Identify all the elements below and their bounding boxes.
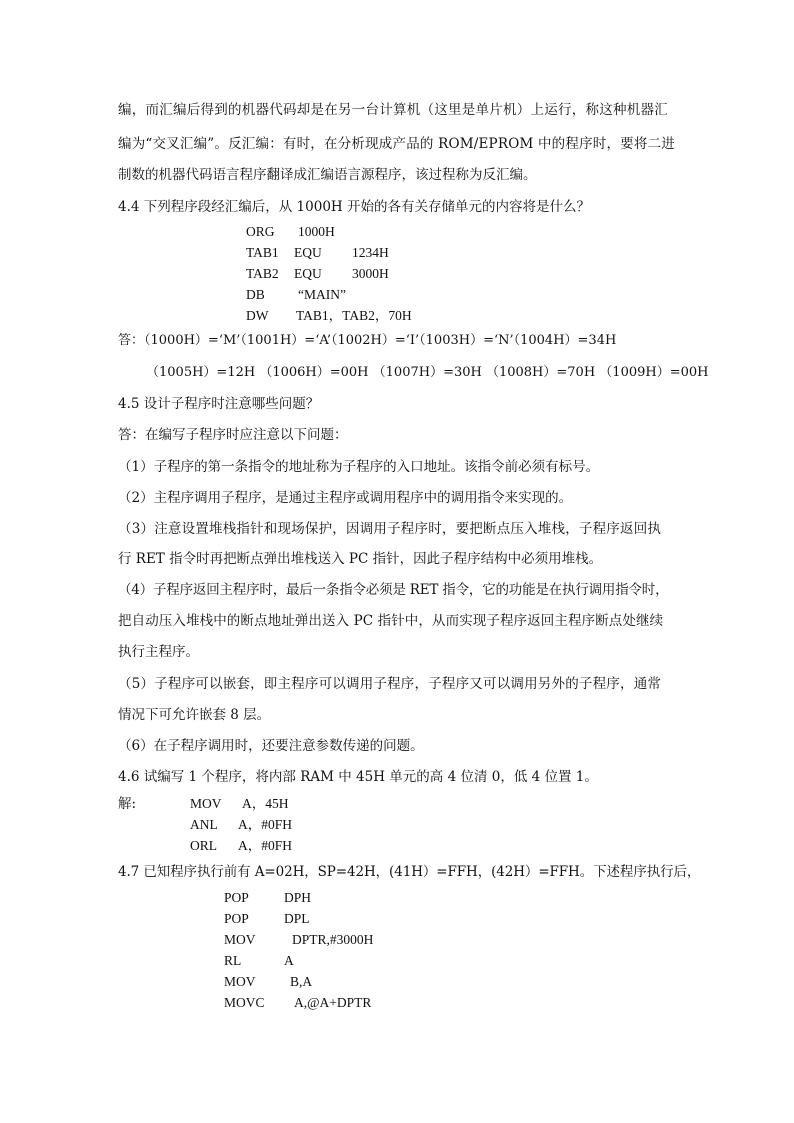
- answer-item: （1）子程序的第一条指令的地址称为子程序的入口地址。该指令前必须有标号。: [118, 459, 600, 475]
- code-line: “MAIN”: [298, 287, 346, 302]
- paragraph-line: 编为“交叉汇编”。反汇编：有时，在分析现成产品的 ROM/EPROM 中的程序时，要将二进: [118, 136, 675, 152]
- code-line: MOVC: [224, 995, 265, 1010]
- answer-item: （5）子程序可以嵌套，即主程序可以调用子程序，子程序又可以调用另外的子程序，通常: [118, 676, 662, 692]
- code-line: A，#0FH: [238, 838, 293, 853]
- question-4-6: 4.6 试编写 1 个程序，将内部 RAM 中 45H 单元的高 4 位清 0，低 4 位置 1。: [118, 769, 598, 785]
- question-4-4: 4.4 下列程序段经汇编后，从 1000H 开始的各有关存储单元的内容将是什么？: [118, 199, 590, 215]
- solution-label: 解:: [118, 796, 137, 812]
- code-line: MOV: [190, 796, 222, 811]
- question-4-7: 4.7 已知程序执行前有 A=02H，SP=42H，(41H）=FFH，(42H）=FFH。下述程序执行后，: [118, 864, 701, 880]
- code-line: DPH: [284, 890, 312, 905]
- code-line: A，45H: [242, 796, 289, 811]
- code-line: DW: [246, 308, 269, 323]
- code-line: RL: [224, 953, 242, 968]
- code-line: POP: [224, 890, 249, 905]
- code-line: 1234H: [352, 245, 389, 260]
- paragraph-line: 制数的机器代码语言程序翻译成汇编语言源程序，该过程称为反汇编。: [118, 167, 537, 183]
- answer-item: （6）在子程序调用时，还要注意参数传递的问题。: [118, 738, 424, 754]
- answer-line: 答：（1000H）=‘M’（1001H）=‘A’（1002H）=‘I’（1003H）=‘N’（1004H）=34H: [118, 333, 617, 348]
- code-line: DB: [246, 287, 265, 302]
- answer-item: （4）子程序返回主程序时，最后一条指令必须是 RET 指令，它的功能是在执行调用指令时，: [118, 582, 669, 598]
- code-line: A，#0FH: [238, 817, 293, 832]
- answer-intro: 答：在编写子程序时应注意以下问题：: [118, 427, 348, 443]
- code-line: 1000H: [298, 224, 335, 239]
- code-line: MOV: [224, 932, 256, 947]
- answer-item: （3）注意设置堆栈指针和现场保护，因调用子程序时，要把断点压入堆栈，子程序返回执: [118, 521, 662, 537]
- code-line: POP: [224, 911, 249, 926]
- paragraph-line: 编，而汇编后得到的机器代码却是在另一台计算机（这里是单片机）上运行，称这种机器汇: [118, 102, 668, 118]
- code-line: TAB2: [246, 266, 279, 281]
- code-line: A: [284, 953, 294, 968]
- code-line: ANL: [190, 817, 218, 832]
- code-line: A,@A+DPTR: [294, 995, 372, 1010]
- answer-item: 情况下可允许嵌套 8 层。: [118, 707, 271, 723]
- code-line: B,A: [290, 974, 313, 989]
- answer-item: 把自动压入堆栈中的断点地址弹出送入 PC 指针中，从而实现子程序返回主程序断点处继续: [118, 613, 664, 629]
- code-line: DPTR,#3000H: [292, 932, 374, 947]
- answer-line: （1005H）=12H （1006H）=00H （1007H）=30H （1008H）=70H （1009H）=00H: [146, 365, 709, 380]
- code-line: TAB1，TAB2，70H: [296, 308, 412, 323]
- code-line: EQU: [294, 245, 322, 260]
- code-line: TAB1: [246, 245, 279, 260]
- answer-item: 行 RET 指令时再把断点弹出堆栈送入 PC 指针，因此子程序结构中必须用堆栈。: [118, 551, 603, 567]
- code-line: 3000H: [352, 266, 389, 281]
- code-line: DPL: [284, 911, 310, 926]
- code-line: EQU: [294, 266, 322, 281]
- answer-item: 执行主程序。: [118, 644, 199, 660]
- answer-item: （2）主程序调用子程序，是通过主程序或调用程序中的调用指令来实现的。: [118, 490, 573, 506]
- code-line: ORL: [190, 838, 217, 853]
- question-4-5: 4.5 设计子程序时注意哪些问题？: [118, 396, 320, 412]
- code-line: ORG: [246, 224, 275, 239]
- code-line: MOV: [224, 974, 256, 989]
